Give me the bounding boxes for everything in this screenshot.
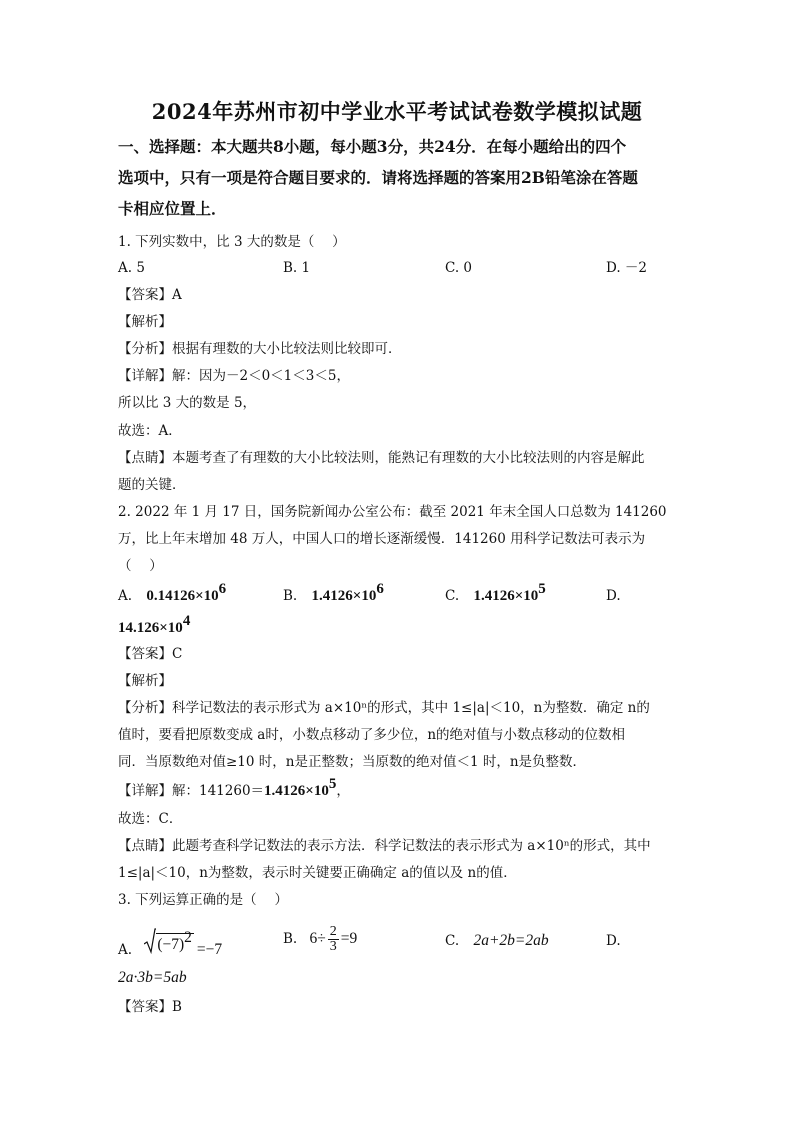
- q2-answer: 【答案】C: [118, 646, 183, 662]
- q2-dianjing-line2: 1≤|a|＜10，n为整数，表示时关键要正确确定 a的值以及 n的值．: [118, 865, 517, 881]
- q3-stem: 3. 下列运算正确的是（ ）: [118, 892, 288, 908]
- sqrt-expression: [144, 928, 194, 954]
- q2-option-a-exponent: 6: [218, 581, 227, 597]
- q2-stem-line3: （ ）: [118, 558, 163, 574]
- q1-analysis-label: 【解析】: [118, 314, 172, 330]
- q3-option-b-rhs: =9: [340, 930, 358, 947]
- q2-option-d-label: D.: [606, 588, 621, 604]
- q1-option-d: D. －2: [606, 260, 648, 276]
- q2-option-c: [445, 581, 546, 605]
- q2-option-d-exponent: 4: [182, 613, 191, 629]
- q2-option-b-exponent: 6: [376, 581, 384, 597]
- q3-answer: 【答案】B: [118, 999, 182, 1015]
- q3-option-a-exponent: 2: [184, 929, 192, 946]
- q2-analysis-label: 【解析】: [118, 673, 172, 689]
- radical-sign-icon: [144, 928, 156, 954]
- q3-option-b: [283, 925, 357, 954]
- sqrt-radicand: [156, 929, 194, 954]
- q2-stem-line1: 2. 2022 年 1 月 17 日，国务院新闻办公室公布：截至 2021 年末全国人口总数为 141260: [118, 504, 667, 520]
- q3-option-c-expression: 2a+2b=2ab: [473, 932, 549, 949]
- q2-option-b-label: B.: [283, 588, 298, 604]
- page-title: 2024年苏州市初中学业水平考试试卷数学模拟试题: [151, 99, 643, 124]
- q3-option-d-expression: 2a·3b=5ab: [118, 969, 187, 986]
- q2-option-c-mantissa: 1.4126×10: [473, 588, 539, 604]
- q3-option-d: [118, 969, 187, 987]
- q2-detail-suffix: ，: [336, 783, 350, 799]
- q1-option-c: C. 0: [445, 260, 473, 276]
- q3-option-a-rhs: =−7: [196, 941, 223, 958]
- q3-option-a-inner: (−7): [157, 936, 185, 953]
- q2-detail: [118, 776, 350, 800]
- q2-stem-line2: 万，比上年末增加 48 万人，中国人口的增长逐渐缓慢．141260 用科学记数法可表示为: [118, 531, 646, 547]
- q1-detail-line2: 所以比 3 大的数是 5，: [118, 395, 257, 411]
- q2-detail-exponent: 5: [328, 776, 337, 792]
- q3-option-b-left: 6÷: [309, 930, 326, 947]
- q2-option-c-label: C.: [445, 588, 460, 604]
- fraction: [328, 925, 339, 954]
- q1-choose: 故选：A．: [118, 423, 182, 439]
- q3-option-a: [118, 928, 222, 959]
- section-heading-line3: 卡相应位置上．: [118, 199, 227, 218]
- q2-option-a-mantissa: 0.14126×10: [146, 588, 219, 604]
- q1-stem: 1. 下列实数中，比 3 大的数是（ ）: [118, 234, 346, 250]
- q1-answer: 【答案】A: [118, 287, 182, 303]
- q2-option-a-label: A.: [118, 588, 133, 604]
- q3-option-b-label: B.: [283, 931, 298, 947]
- q2-option-c-exponent: 5: [538, 581, 546, 597]
- section-heading-line2: 选项中，只有一项是符合题目要求的．请将选择题的答案用2B铅笔涂在答题: [118, 168, 638, 187]
- q2-option-d-mantissa: 14.126×10: [118, 620, 183, 636]
- q3-option-c: [445, 932, 549, 950]
- q1-option-b: B. 1: [283, 260, 311, 276]
- q1-dianjing-line2: 题的关键．: [118, 477, 186, 493]
- q2-fenxi-line2: 值时，要看把原数变成 a时，小数点移动了多少位，n的绝对值与小数点移动的位数相: [118, 727, 626, 743]
- fraction-numerator: 2: [329, 924, 337, 939]
- fraction-denominator: 3: [329, 939, 337, 954]
- q2-option-b: [283, 581, 384, 605]
- q2-option-d: [118, 613, 191, 637]
- q2-choose: 故选：C．: [118, 811, 183, 827]
- q1-fenxi: 【分析】根据有理数的大小比较法则比较即可．: [118, 341, 402, 357]
- q2-detail-mantissa: 1.4126×10: [264, 783, 329, 799]
- q2-fenxi-line3: 同．当原数绝对值≥10 时，n是正整数；当原数的绝对值＜1 时，n是负整数．: [118, 754, 587, 770]
- q1-detail-line1: 【详解】解：因为－2＜0＜1＜3＜5，: [118, 368, 350, 384]
- q2-detail-prefix: 【详解】解：141260＝: [118, 783, 265, 799]
- section-heading-line1: 一、选择题：本大题共8小题，每小题3分，共24分．在每小题给出的四个: [118, 137, 627, 156]
- q1-option-a: A. 5: [118, 260, 145, 276]
- q2-dianjing-line1: 【点睛】此题考查科学记数法的表示方法．科学记数法的表示形式为 a×10ⁿ的形式，其中: [118, 838, 651, 854]
- q3-option-c-label: C.: [445, 933, 460, 949]
- q2-option-a: [118, 581, 227, 605]
- q2-option-b-mantissa: 1.4126×10: [311, 588, 377, 604]
- q3-option-d-label: D.: [606, 933, 621, 949]
- q1-dianjing-line1: 【点睛】本题考查了有理数的大小比较法则，能熟记有理数的大小比较法则的内容是解此: [118, 450, 645, 466]
- q2-fenxi-line1: 【分析】科学记数法的表示形式为 a×10ⁿ的形式，其中 1≤|a|＜10，n为整数．确定 n的: [118, 700, 650, 716]
- q3-option-a-label: A.: [118, 942, 133, 958]
